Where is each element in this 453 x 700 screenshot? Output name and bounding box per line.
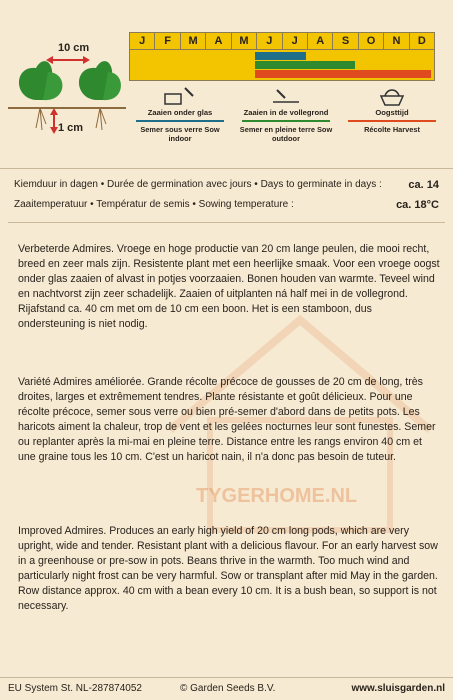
month-8: S	[333, 33, 358, 49]
legend-indoor-title: Zaaien onder glas	[147, 108, 213, 117]
legend-indoor-sub: Semer sous verre Sow indoor	[140, 125, 220, 143]
outdoor-sow-icon	[269, 86, 303, 106]
month-6: J	[283, 33, 308, 49]
calendar-months	[129, 32, 435, 50]
germination-label: Kiemduur in dagen • Durée de germination avec jours • Days to germinate in days :	[14, 179, 382, 190]
description-english: Improved Admires. Produces an early high yield of 20 cm long pods, which are very upright, wide and tender. Resistant plant with a delicious flavour. For an early harvest sow in a greenhouse or pre-sow in pots. Beans thrive in the warmth. Too much wind and particularly night frost can be very harmful. Sow or transplant after mid May in the garden. Row distance approx. 40 cm with a bean every 10 cm. It is a bush bean, so support is not necessary.	[18, 525, 438, 612]
month-5: J	[257, 33, 282, 49]
month-1: F	[155, 33, 180, 49]
temperature-row	[14, 196, 439, 214]
watermark-text: TYGERHOME.NL	[196, 485, 358, 507]
harvest-basket-icon	[375, 86, 409, 106]
month-11: D	[417, 35, 426, 47]
spacing-label: 10 cm	[58, 42, 90, 54]
legend-harvest-title: Oogsttijd	[375, 108, 409, 117]
legend-harvest-line	[348, 120, 436, 122]
legend-harvest	[342, 86, 442, 134]
header-panel	[0, 0, 453, 169]
greenhouse-sow-icon	[163, 86, 197, 106]
legend-outdoor	[236, 86, 336, 143]
month-9: O	[359, 33, 384, 49]
legend-indoor-line	[136, 120, 224, 122]
month-10: N	[384, 33, 409, 49]
bar-outdoor	[255, 61, 355, 69]
footer-copyright: © Garden Seeds B.V.	[180, 683, 276, 694]
germination-info	[0, 172, 453, 214]
temperature-label: Zaaitemperatuur • Températur de semis • Sowing temperature :	[14, 199, 294, 210]
bar-indoor	[255, 52, 307, 60]
footer-eu-system: EU System St. NL-287874052	[8, 683, 142, 694]
legend-harvest-sub: Récolte Harvest	[364, 125, 420, 134]
description-dutch: Verbeterde Admires. Vroege en hoge productie van 20 cm lange peulen, die mooi recht, breed en zeer mals zijn. Resistente plant met een heerlijke smaak. Voor een vroege oogst onder glas zaaien of alvast in potjes voorzaaien. Bonen houden van warmte. Teveel wind en nachtvorst zijn zeer schadelijk. Zaaien of uitplanten ná half mei in de vollegrond. Rijafstand ca. 40 cm met om de 10 cm een boon. Het is een stamboon, dus ondersteuning is niet nodig.	[18, 243, 440, 330]
month-7: A	[308, 33, 333, 49]
depth-label: 1 cm	[58, 122, 84, 134]
month-0: J	[130, 33, 155, 49]
footer	[0, 677, 453, 700]
legend-outdoor-sub: Semer en pleine terre Sow outdoor	[239, 125, 333, 143]
footer-website-link[interactable]: www.sluisgarden.nl	[351, 683, 445, 694]
germination-row	[14, 176, 439, 194]
description-french: Variété Admires améliorée. Grande récolte précoce de gousses de 20 cm de long, très droites, larges et extrêmement tendres. Plante résistante et goût délicieux. Pour une récolte précoce, semer sous verre ou bien pré-semer d'abord dans de petits pots. Les haricots aiment la chaleur, trop de vent et les gelées nocturnes leur sont funestes. Semer ou replanter après la mi-mai en pleine terre. Distance entre les rangs environ 40 cm et une graine tous les 10 cm. C'est un haricot nain, il n'a donc pas besoin de tuteur.	[18, 376, 436, 463]
legend-indoor	[130, 86, 230, 143]
legend-outdoor-title: Zaaien in de vollegrond	[243, 108, 329, 117]
legend-outdoor-line	[242, 120, 330, 122]
calendar-grid	[129, 50, 435, 81]
month-4: M	[232, 33, 257, 49]
sowing-calendar	[129, 32, 435, 82]
divider	[8, 222, 445, 223]
bar-harvest	[255, 70, 431, 78]
germination-value: ca. 14	[408, 179, 439, 191]
temperature-value: ca. 18°C	[396, 199, 439, 211]
month-2: M	[181, 33, 206, 49]
month-3: A	[206, 33, 231, 49]
